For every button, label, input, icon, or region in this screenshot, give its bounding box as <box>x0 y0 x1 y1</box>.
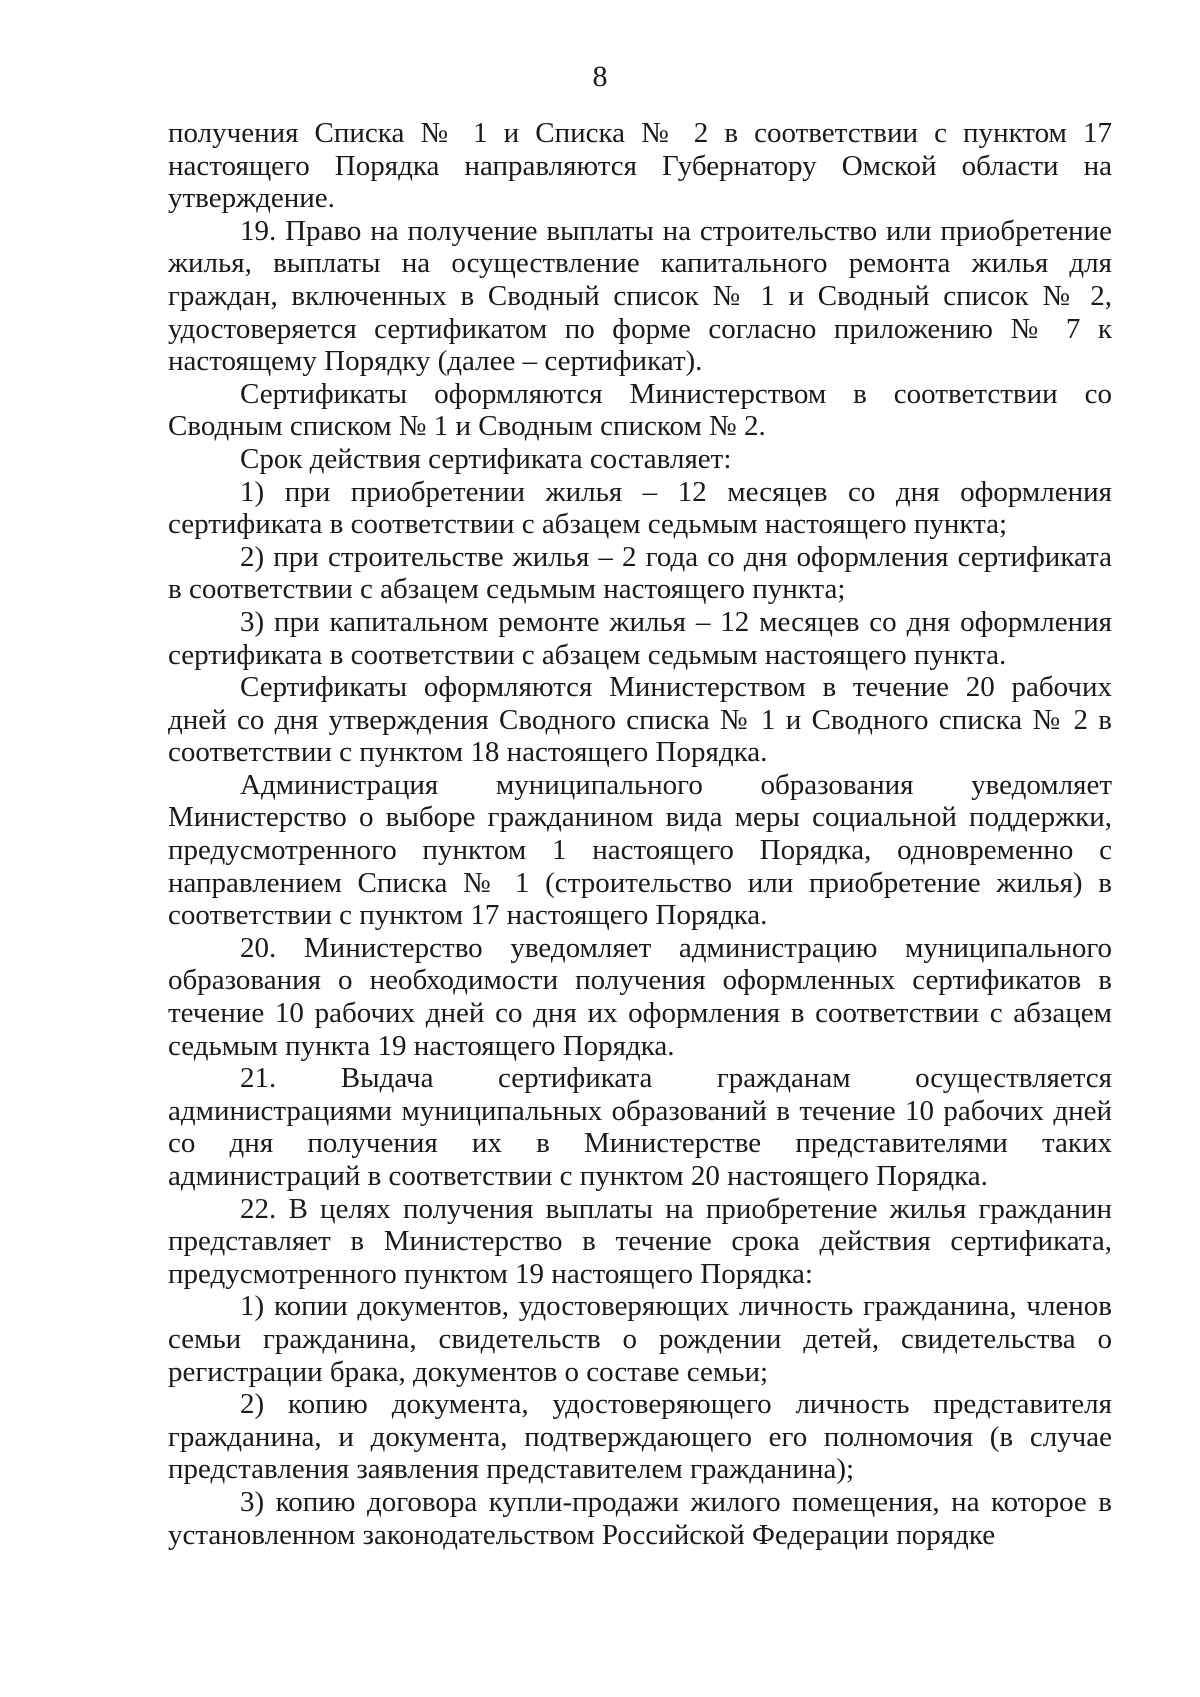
paragraph: 3) копию договора купли-продажи жилого помещения, на которое в установленном законодательством Российской Федерации порядке <box>168 1485 1112 1551</box>
page-number: 8 <box>592 60 608 93</box>
paragraph: 21. Выдача сертификата гражданам осуществляется администрациями муниципальных образований в течение 10 рабочих дней со дня получения их в Министерстве представителями таких администраций в соответствии с пунктом 20 настоящего Порядка. <box>168 1062 1112 1192</box>
paragraph: 2) копию документа, удостоверяющего личность представителя гражданина, и документа, подтверждающего его полномочия (в случае представления заявления представителем гражданина); <box>168 1388 1112 1486</box>
paragraph: 20. Министерство уведомляет администрацию муниципального образования о необходимости получения оформленных сертификатов в течение 10 рабочих дней со дня их оформления в соответствии с абзацем седьмым пункта 19 настоящего Порядка. <box>168 931 1112 1062</box>
paragraph: Администрация муниципального образования уведомляет Министерство о выборе гражданином вида меры социальной поддержки, предусмотренного пунктом 1 настоящего Порядка, одновременно с направлением Списка № 1 (строительство или приобретение жилья) в соответствии с пунктом 17 настоящего Порядка. <box>168 768 1112 932</box>
paragraph: 3) при капитальном ремонте жилья – 12 месяцев со дня оформления сертификата в соответствии с абзацем седьмым настоящего пункта. <box>168 605 1112 671</box>
paragraph: 2) при строительстве жилья – 2 года со дня оформления сертификата в соответствии с абзацем седьмым настоящего пункта; <box>168 540 1112 606</box>
paragraph: Сертификаты оформляются Министерством в течение 20 рабочих дней со дня утверждения Сводного списка № 1 и Сводного списка № 2 в соответствии с пунктом 18 настоящего Порядка. <box>168 671 1112 769</box>
paragraph: Сертификаты оформляются Министерством в соответствии со Сводным списком № 1 и Сводным списком № 2. <box>168 377 1112 443</box>
paragraph: получения Списка № 1 и Списка № 2 в соответствии с пунктом 17 настоящего Порядка направляются Губернатору Омской области на утверждение. <box>168 117 1112 215</box>
paragraph: 19. Право на получение выплаты на строительство или приобретение жилья, выплаты на осуществление капитального ремонта жилья для граждан, включенных в Сводный список № 1 и Сводный список № 2, удостоверяется сертификатом по форме согласно приложению № 7 к настоящему Порядку (далее – сертификат). <box>168 214 1112 378</box>
paragraph: 22. В целях получения выплаты на приобретение жилья гражданин представляет в Министерство в течение срока действия сертификата, предусмотренного пунктом 19 настоящего Порядка: <box>168 1192 1112 1290</box>
document-body <box>168 117 1112 1551</box>
paragraph: 1) копии документов, удостоверяющих личность гражданина, членов семьи гражданина, свидетельств о рождении детей, свидетельства о регистрации брака, документов о составе семьи; <box>168 1290 1112 1388</box>
paragraph: 1) при приобретении жилья – 12 месяцев со дня оформления сертификата в соответствии с абзацем седьмым настоящего пункта; <box>168 475 1112 541</box>
paragraph: Срок действия сертификата составляет: <box>240 442 732 475</box>
